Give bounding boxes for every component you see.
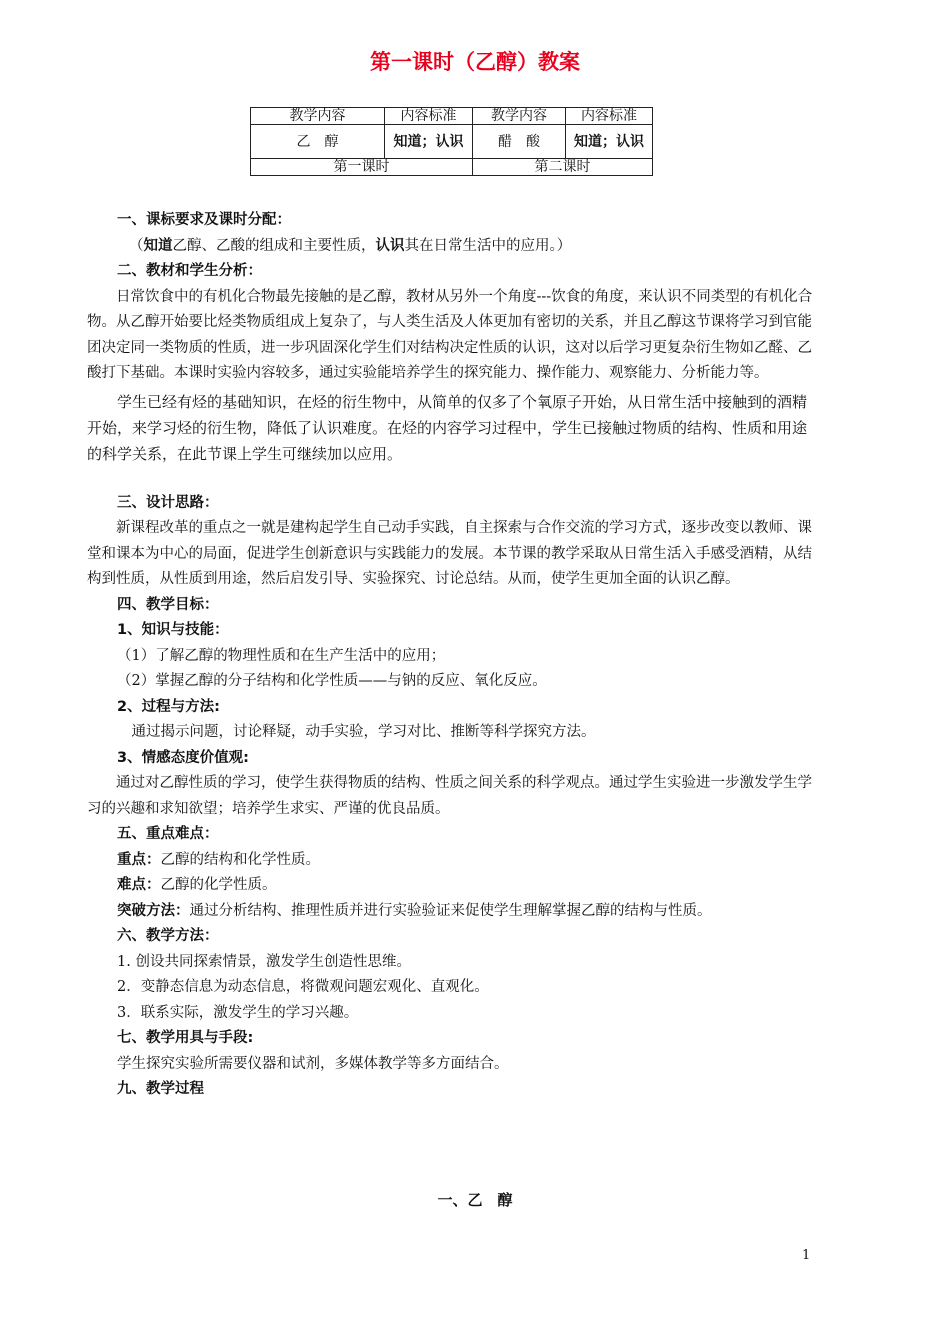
table-cell: 醋 酸: [473, 125, 566, 159]
section-heading: 五、重点难点：: [117, 826, 219, 842]
subheading: 2、过程与方法:: [117, 698, 220, 715]
subheading: 3、情感态度价值观:: [117, 749, 249, 766]
list-item: 3．联系实际，激发学生的学习兴趣。: [117, 1004, 359, 1021]
table-footer-cell: 第一课时: [251, 159, 473, 176]
table-header-row: [251, 108, 653, 125]
table-cell: 乙 醇: [251, 125, 385, 159]
label: 难点：: [117, 877, 161, 893]
list-item: 2．变静态信息为动态信息，将微观问题宏观化、直观化。: [117, 979, 489, 995]
paragraph: 日常饮食中的有机化合物最先接触的是乙醇，教材从另外一个角度---饮食的角度，来认识不同类型的有机化合物。从乙醇开始要比烃类物质组成上复杂了，与人类生活及人体更加有密切的关系，并且乙醇这节课将学习到官能团决定同一类物质的性质，进一步巩固深化学生们对结构决定性质的认识，这对以后学习更复杂衍生物如乙醛、乙酸打下基础。本课时实验内容较多，通过实验能培养学生的探究能力、操作能力、观察能力、分析能力等。: [87, 288, 813, 381]
page-number: 1: [802, 1248, 811, 1263]
section-heading: 九、教学过程: [117, 1081, 204, 1097]
document-body: [87, 208, 817, 1103]
table-cell: 知道；认识: [566, 125, 653, 159]
section-heading: 一、课标要求及课时分配：: [117, 212, 291, 228]
text-run: （: [129, 237, 144, 254]
table-header-cell: 教学内容: [251, 108, 385, 125]
list-item: 1. 创设共同探索情景，激发学生创造性思维。: [117, 953, 411, 970]
paragraph: 学生已经有烃的基础知识，在烃的衍生物中，从简单的仅多了个氧原子开始，从日常生活中接触到的酒精开始，来学习烃的衍生物，降低了认识难度。在烃的内容学习过程中，学生已接触过物质的结构、性质和用途的科学关系，在此节课上学生可继续加以应用。: [87, 392, 808, 463]
table-cell: 知道；认识: [385, 125, 473, 159]
paragraph: 学生探究实验所需要仪器和试剂，多媒体教学等多方面结合。: [117, 1055, 509, 1072]
paragraph: [117, 848, 817, 874]
table-footer-row: [251, 159, 653, 176]
section-heading: 七、教学用具与手段:: [117, 1030, 254, 1046]
page-title: 第一课时（乙醇）教案: [370, 49, 580, 74]
paragraph: 通过对乙醇性质的学习，使学生获得物质的结构、性质之间关系的科学观点。通过学生实验进一步激发学生学习的兴趣和求知欲望；培养学生求实、严谨的优良品质。: [87, 775, 812, 817]
text-run: 乙醇、乙酸的组成和主要性质，: [172, 237, 376, 254]
paragraph: [117, 873, 817, 899]
section-heading: 三、设计思路：: [117, 494, 219, 511]
label: 重点：: [117, 851, 161, 868]
paragraph: [117, 899, 817, 925]
table-footer-cell: 第二课时: [473, 159, 653, 176]
section-heading: 六、教学方法：: [117, 928, 219, 944]
paragraph: 新课程改革的重点之一就是建构起学生自己动手实践，自主探索与合作交流的学习方式，逐步改变以教师、课堂和课本为中心的局面，促进学生创新意识与实践能力的发展。本节课的教学采取从日常生活入手感受酒精，从结构到性质，从性质到用途，然后启发引导、实验探究、讨论总结。从而，使学生更加全面的认识乙醇。: [87, 520, 812, 587]
table-header-cell: 内容标准: [566, 108, 653, 125]
text-run: 乙醇的化学性质。: [160, 877, 277, 893]
table-header-cell: 教学内容: [473, 108, 566, 125]
section-heading: 二、教材和学生分析：: [117, 263, 262, 279]
section-title: 一、乙 醇: [437, 1191, 513, 1209]
paragraph: [117, 234, 817, 260]
list-item: （2）掌握乙醇的分子结构和化学性质——与钠的反应、氧化反应。: [117, 673, 547, 689]
text-run: 其在日常生活中的应用。）: [404, 237, 572, 254]
text-run: 通过分析结构、推理性质并进行实验验证来促使学生理解掌握乙醇的结构与性质。: [189, 902, 712, 919]
label: 突破方法：: [117, 902, 190, 919]
table-header-cell: 内容标准: [385, 108, 473, 125]
paragraph: 通过揭示问题，讨论释疑，动手实验，学习对比、推断等科学探究方法。: [131, 724, 596, 740]
subheading: 1、知识与技能：: [117, 622, 229, 638]
table-row: [251, 125, 653, 159]
text-run: 知道: [143, 237, 173, 254]
text-run: 认识: [375, 237, 405, 254]
text-run: 乙醇的结构和化学性质。: [160, 851, 320, 868]
section-heading: 四、教学目标：: [117, 596, 219, 613]
list-item: （1）了解乙醇的物理性质和在生产生活中的应用；: [117, 647, 446, 664]
content-standard-table: [250, 107, 653, 176]
